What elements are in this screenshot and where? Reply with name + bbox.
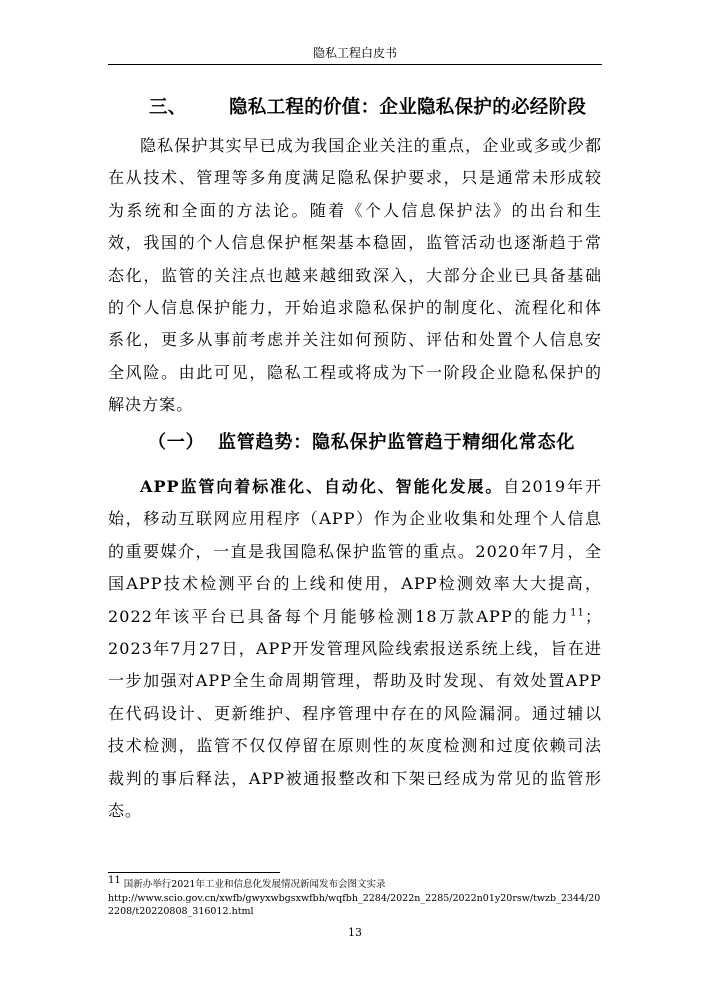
footnote-reference[interactable]: 11 <box>570 607 585 619</box>
section-number: 三、 <box>149 97 187 118</box>
subsection-paragraph <box>108 471 602 827</box>
page-number: 13 <box>348 926 362 939</box>
footnote-url[interactable]: http://www.scio.gov.cn/xwfb/gwyxwbgsxwfbh/wqfbh_2284/2022n_2285/2022n01y20rsw/twzb_2344/202208/t20220808_316012.html <box>108 892 601 917</box>
section-title: 隐私工程的价值：企业隐私保护的必经阶段 <box>229 97 587 118</box>
subsection-title: 监管趋势：隐私保护监管趋于精细化常态化 <box>218 432 576 453</box>
paragraph-text-part1: 自2019年开始，移动互联网应用程序（APP）作为企业收集和处理个人信息的重要媒介，一直是我国隐私保护监管的重点。2020年7月，全国APP技术检测平台的上线和使用，APP检测效率大大提高，2022年该平台已具备每个月能够检测18万款APP的能力 <box>108 477 602 626</box>
footnote-number: 11 <box>108 874 121 886</box>
footnote-text: 国新办举行2021年工业和信息化发展情况新闻发布会图文实录 <box>123 879 386 890</box>
section-paragraph: 隐私保护其实早已成为我国企业关注的重点，企业或多或少都在从技术、管理等多角度满足隐私保护要求，只是通常未形成较为系统和全面的方法论。随着《个人信息保护法》的出台和生效，我国的个人信息保护框架基本稳固，监管活动也逐渐趋于常态化，监管的关注点也越来越细致深入，大部分企业已具备基础的个人信息保护能力，开始追求隐私保护的制度化、流程化和体系化，更多从事前考虑并关注如何预防、评估和处置个人信息安全风险。由此可见，隐私工程或将成为下一阶段企业隐私保护的解决方案。 <box>108 136 602 415</box>
footnote-source <box>108 874 602 892</box>
paragraph-text-part2: ；2023年7月27日，APP开发管理风险线索报送系统上线，旨在进一步加强对APP全生命周期管理，帮助及时发现、有效处置APP在代码设计、更新维护、程序管理中存在的风险漏洞。通过辅以技术检测，监管不仅仅停留在原则性的灰度检测和过度依赖司法裁判的事后释法，APP被通报整改和下架已经成为常见的监管形态。 <box>108 606 602 821</box>
header-title: 隐私工程白皮书 <box>312 46 397 60</box>
footnote <box>108 874 602 919</box>
running-header <box>108 42 602 65</box>
footnote-divider <box>108 872 280 873</box>
subsection-number: （一） <box>148 432 205 453</box>
subsection-heading <box>108 424 602 458</box>
paragraph-lead: APP监管向着标准化、自动化、智能化发展。 <box>140 477 504 496</box>
section-heading <box>108 88 602 124</box>
